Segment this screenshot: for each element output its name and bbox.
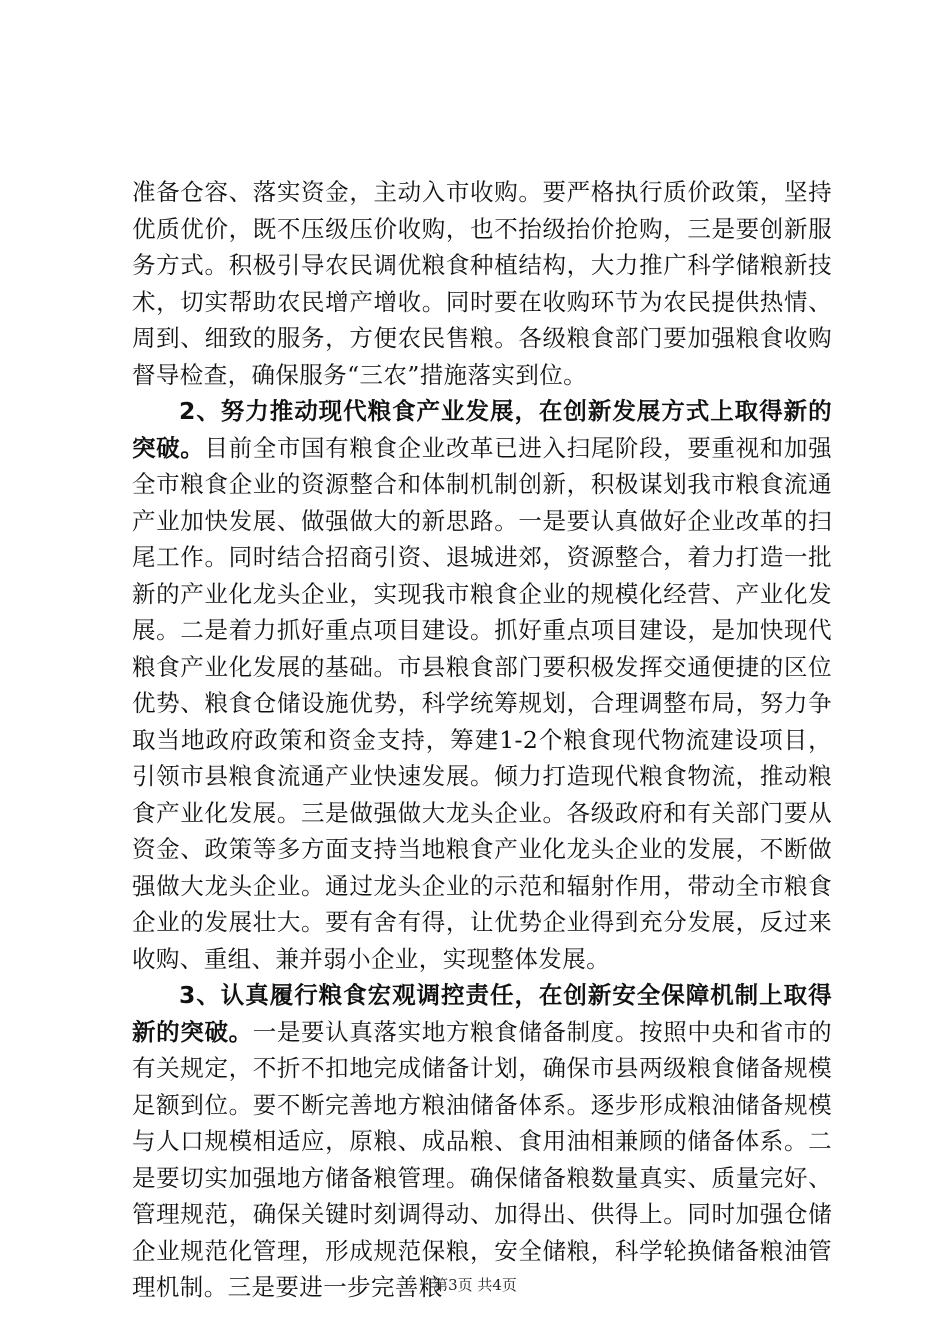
paragraph-heading: 2、努力推动现代粮食产业发展，在创新发展方式上取得新的突破。 <box>132 397 832 462</box>
paragraph-heading: 3、认真履行粮食宏观调控责任，在创新安全保障机制上取得新的突破。 <box>132 981 832 1046</box>
paragraph-text: 目前全市国有粮食企业改革已进入扫尾阶段，要重视和加强全市粮食企业的资源整合和体制机制创新，积极谋划我市粮食流通产业加快发展、做强做大的新思路。一是要认真做好企业改革的扫尾工作。同时结合招商引资、退城进郊，资源整合，着力打造一批新的产业化龙头企业，实现我市粮食企业的规模化经营、产业化发展。二是着力抓好重点项目建设。抓好重点项目建设，是加快现代粮食产业化发展的基础。市县粮食部门要积极发挥交通便捷的区位优势、粮食仓储设施优势，科学统筹规划，合理调整布局，努力争取当地政府政策和资金支持，筹建1-2个粮食现代物流建设项目，引领市县粮食流通产业快速发展。倾力打造现代粮食物流，推动粮食产业化发展。三是做强做大龙头企业。各级政府和有关部门要从资金、政策等多方面支持当地粮食产业化龙头企业的发展，不断做强做大龙头企业。通过龙头企业的示范和辐射作用，带动全市粮食企业的发展壮大。要有舍有得，让优势企业得到充分发展，反过来收购、重组、兼并弱小企业，实现整体发展。 <box>132 433 833 973</box>
document-body <box>132 174 832 1306</box>
paragraph-text: 准备仓容、落实资金，主动入市收购。要严格执行质价政策，坚持优质优价，既不压级压价收购，也不抬级抬价抢购，三是要创新服务方式。积极引导农民调优粮食种植结构，大力推广科学储粮新技术，切实帮助农民增产增收。同时要在收购环节为农民提供热情、周到、细致的服务，方便农民售粮。各级粮食部门要加强粮食收购督导检查，确保服务“三农”措施落实到位。 <box>132 178 832 389</box>
paragraph-continuation <box>132 174 832 393</box>
paragraph-text: 一是要认真落实地方粮食储备制度。按照中央和省市的有关规定，不折不扣地完成储备计划，确保市县两级粮食储备规模足额到位。要不断完善地方粮油储备体系。逐步形成粮油储备规模与人口规模相适应，原粮、成品粮、食用油相兼顾的储备体系。二是要切实加强地方储备粮管理。确保储备粮数量真实、质量完好、管理规范，确保关键时刻调得动、加得出、供得上。同时加强仓储企业规范化管理，形成规范保粮，安全储粮，科学轮换储备粮油管理机制。三是要进一步完善粮 <box>132 1017 832 1301</box>
page-number-footer: 第3页 共4页 <box>433 1276 517 1294</box>
paragraph-item-2 <box>132 393 832 977</box>
paragraph-item-3 <box>132 977 832 1306</box>
